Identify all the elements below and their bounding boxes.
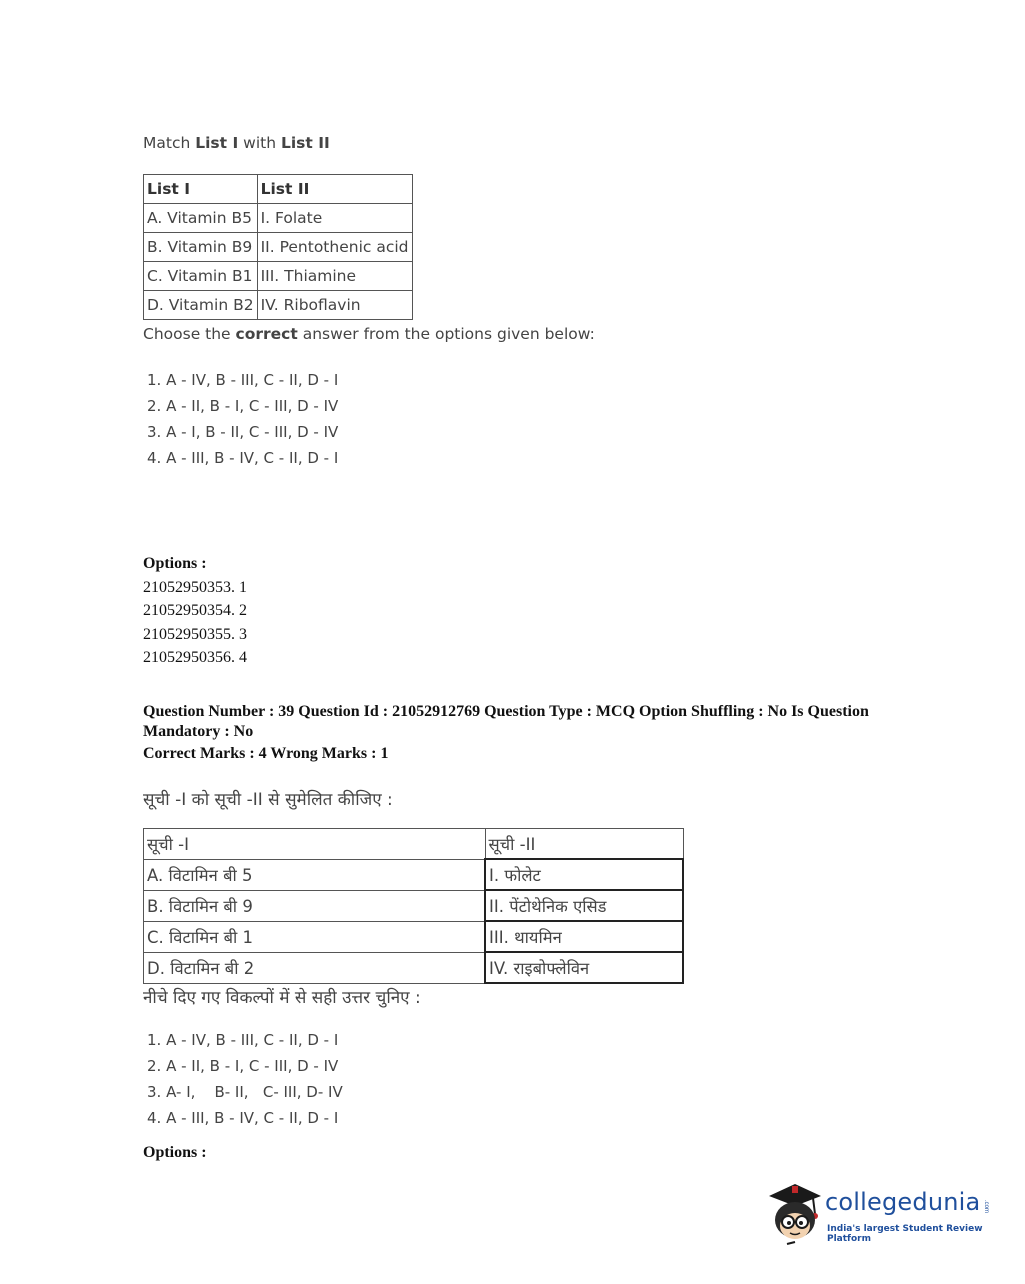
option-id-line: 21052950356. 4: [143, 649, 247, 666]
hindi-match-table: [143, 828, 684, 984]
table-row: [144, 262, 413, 291]
header-list-2: List II: [257, 175, 412, 204]
options-block: [143, 552, 247, 670]
table-cell: IV. Riboflavin: [257, 291, 412, 320]
table-cell: IV. राइबोफ्लेविन: [485, 952, 683, 983]
options-label: Options :: [143, 1144, 207, 1161]
answer-option: 4. A - III, B - IV, C - II, D - I: [147, 1109, 339, 1127]
english-choose-instruction: Choose the correct answer from the options given below:: [143, 325, 595, 343]
table-cell: II. Pentothenic acid: [257, 233, 412, 262]
table-row: [144, 291, 413, 320]
option-id-line: 21052950353. 1: [143, 578, 247, 596]
table-cell: B. विटामिन बी 9: [144, 890, 486, 921]
answer-option: 3. A- I, B- II, C- III, D- IV: [147, 1083, 343, 1101]
table-cell: D. Vitamin B2: [144, 291, 258, 320]
table-header-row: [144, 175, 413, 204]
logo-brand: collegedunia: [825, 1188, 981, 1216]
mascot-icon: [765, 1178, 825, 1250]
table-row: [144, 952, 684, 983]
table-cell: III. Thiamine: [257, 262, 412, 291]
answer-option: 3. A - I, B - II, C - III, D - IV: [147, 423, 339, 441]
hindi-choose-instruction: नीचे दिए गए विकल्पों में से सही उत्तर चुनिए :: [143, 988, 421, 1008]
table-row: [144, 921, 684, 952]
answer-option: 1. A - IV, B - III, C - II, D - I: [147, 1031, 339, 1049]
table-row: [144, 859, 684, 890]
english-match-table: [143, 174, 413, 320]
table-cell: III. थायमिन: [485, 921, 683, 952]
table-cell: I. फोलेट: [485, 859, 683, 890]
table-cell: B. Vitamin B9: [144, 233, 258, 262]
header-list-1: List I: [144, 175, 258, 204]
table-cell: D. विटामिन बी 2: [144, 952, 486, 983]
table-cell: II. पेंटोथेनिक एसिड: [485, 890, 683, 921]
answer-option: 2. A - II, B - I, C - III, D - IV: [147, 397, 339, 415]
table-cell: I. Folate: [257, 204, 412, 233]
table-row: [144, 204, 413, 233]
option-id-line: 21052950354. 2: [143, 602, 247, 619]
answer-option: 2. A - II, B - I, C - III, D - IV: [147, 1057, 339, 1075]
header-list-1: सूची -I: [144, 829, 486, 860]
table-cell: C. विटामिन बी 1: [144, 921, 486, 952]
answer-option: 4. A - III, B - IV, C - II, D - I: [147, 449, 339, 467]
table-header-row: [144, 829, 684, 860]
header-list-2: सूची -II: [485, 829, 683, 860]
question-marks: Correct Marks : 4 Wrong Marks : 1: [143, 745, 389, 762]
hindi-instruction: सूची -I को सूची -II से सुमेलित कीजिए :: [143, 790, 393, 810]
question-meta: Question Number : 39 Question Id : 21052912769 Question Type : MCQ Option Shuffling : No Is Question Mandatory : No: [143, 703, 869, 740]
answer-option: 1. A - IV, B - III, C - II, D - I: [147, 371, 339, 389]
options-label: Options :: [143, 555, 207, 572]
hindi-answer-list: [147, 1027, 343, 1131]
logo-tagline: India's largest Student Review Platform: [827, 1224, 983, 1244]
english-answer-list: [147, 367, 338, 471]
english-instruction: Match List I with List II: [143, 134, 330, 152]
table-cell: A. Vitamin B5: [144, 204, 258, 233]
table-row: [144, 890, 684, 921]
table-cell: A. विटामिन बी 5: [144, 859, 486, 890]
collegedunia-logo: [765, 1178, 995, 1250]
table-cell: C. Vitamin B1: [144, 262, 258, 291]
logo-com: .com: [983, 1200, 989, 1214]
option-id-line: 21052950355. 3: [143, 625, 247, 643]
table-row: [144, 233, 413, 262]
